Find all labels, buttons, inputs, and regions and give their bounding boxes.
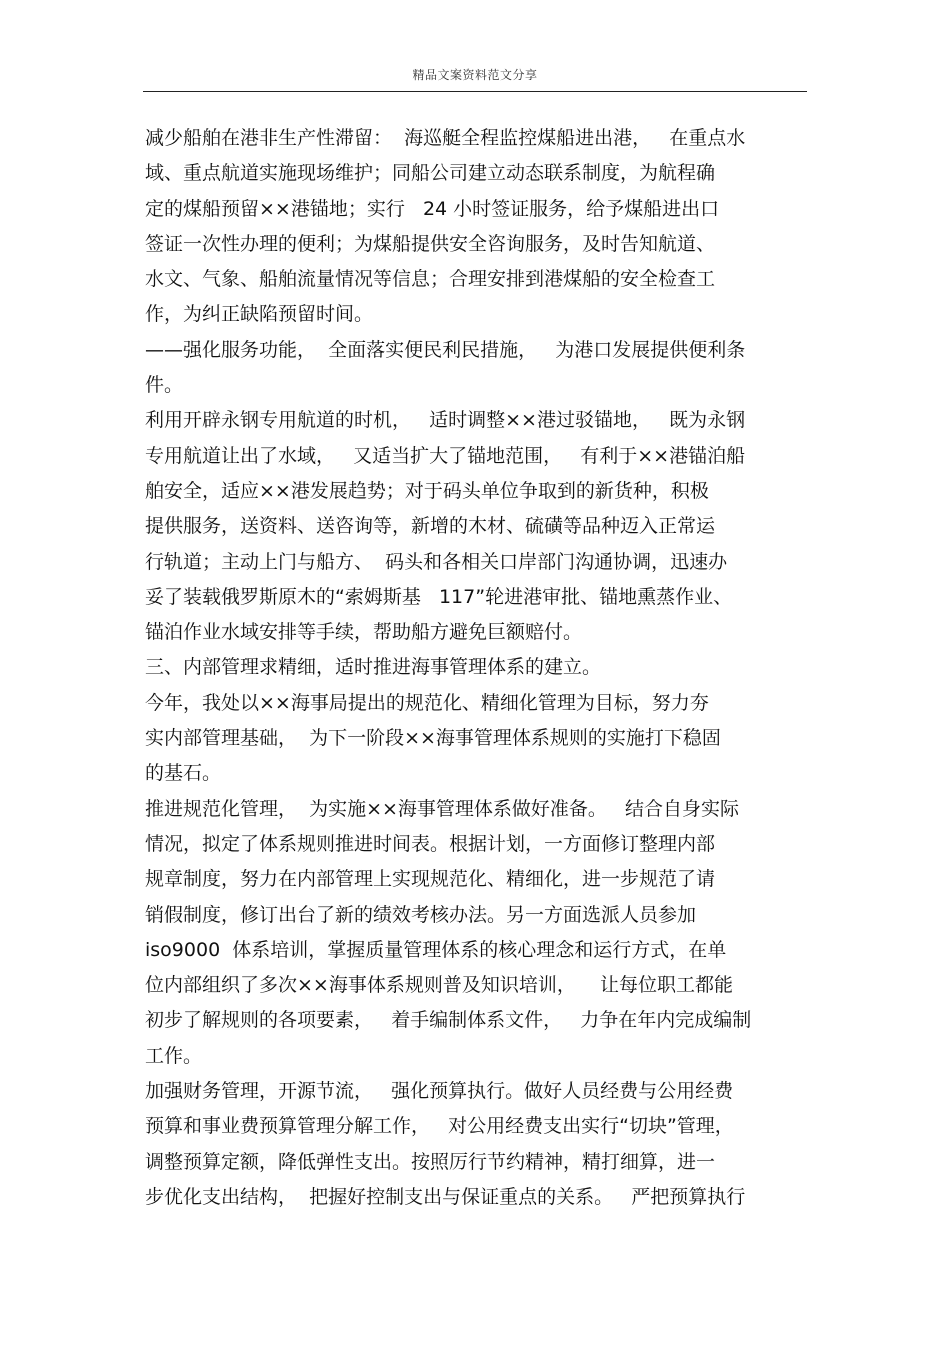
text-line: 实内部管理基础， 为下一阶段××海事管理体系规则的实施打下稳固 bbox=[145, 727, 721, 750]
text-line: 的基石。 bbox=[145, 762, 222, 785]
text-line: 推进规范化管理， 为实施××海事管理体系做好准备。 结合自身实际 bbox=[145, 797, 740, 820]
text-line: 规章制度，努力在内部管理上实现规范化、精细化，进一步规范了请 bbox=[145, 868, 716, 891]
text-line: 舶安全，适应××港发展趋势；对于码头单位争取到的新货种，积极 bbox=[145, 479, 709, 502]
text-line: 减少船舶在港非生产性滞留： 海巡艇全程监控煤船进出港， 在重点水 bbox=[145, 127, 746, 149]
text-line: 专用航道让出了水域， 又适当扩大了锚地范围， 有利于××港锚泊船 bbox=[145, 444, 746, 467]
text-line: 域、重点航道实施现场维护；同船公司建立动态联系制度，为航程确 bbox=[145, 162, 716, 185]
text-line: 签证一次性办理的便利；为煤船提供安全咨询服务，及时告知航道、 bbox=[145, 232, 716, 255]
text-line: 今年，我处以××海事局提出的规范化、精细化管理为目标，努力夯 bbox=[145, 691, 709, 714]
section-heading: 三、内部管理求精细，适时推进海事管理体系的建立。 bbox=[145, 656, 602, 679]
text-line: 行轨道；主动上门与船方、 码头和各相关口岸部门沟通协调，迅速办 bbox=[145, 550, 728, 573]
text-line: 水文、气象、船舶流量情况等信息；合理安排到港煤船的安全检查工 bbox=[145, 268, 716, 291]
text-line: 件。 bbox=[145, 374, 184, 397]
text-line: 调整预算定额，降低弹性支出。按照厉行节约精神，精打细算，进一 bbox=[145, 1150, 716, 1173]
text-line: 工作。 bbox=[145, 1044, 203, 1067]
text-line: 销假制度，修订出台了新的绩效考核办法。另一方面选派人员参加 bbox=[145, 903, 697, 926]
body-text bbox=[145, 121, 810, 1215]
text-line: ——强化服务功能， 全面落实便民利民措施， 为港口发展提供便利条 bbox=[145, 338, 746, 361]
text-line: 作，为纠正缺陷预留时间。 bbox=[145, 303, 374, 326]
text-line: 位内部组织了多次××海事体系规则普及知识培训， 让每位职工都能 bbox=[145, 974, 733, 997]
text-line: 预算和事业费预算管理分解工作， 对公用经费支出实行“切块”管理， bbox=[145, 1115, 734, 1138]
text-line: 妥了装载俄罗斯原木的“索姆斯基 117”轮进港审批、锚地熏蒸作业、 bbox=[145, 585, 733, 608]
text-line: 提供服务，送资料、送咨询等，新增的木材、硫磺等品种迈入正常运 bbox=[145, 515, 716, 538]
text-line: 加强财务管理，开源节流， 强化预算执行。做好人员经费与公用经费 bbox=[145, 1080, 734, 1103]
text-line: 锚泊作业水域安排等手续，帮助船方避免巨额赔付。 bbox=[145, 621, 583, 644]
text-line: 步优化支出结构， 把握好控制支出与保证重点的关系。 严把预算执行 bbox=[145, 1185, 746, 1208]
page-header: 精品文案资料范文分享 bbox=[412, 68, 538, 82]
header-divider bbox=[143, 91, 807, 92]
text-line: 定的煤船预留××港锚地；实行 24 小时签证服务，给予煤船进出口 bbox=[145, 197, 720, 220]
text-line: 初步了解规则的各项要素， 着手编制体系文件， 力争在年内完成编制 bbox=[145, 1009, 752, 1032]
text-line: iso9000 体系培训，掌握质量管理体系的核心理念和运行方式，在单 bbox=[145, 938, 727, 961]
text-line: 情况，拟定了体系规则推进时间表。根据计划，一方面修订整理内部 bbox=[145, 832, 716, 855]
text-line: 利用开辟永钢专用航道的时机， 适时调整××港过驳锚地， 既为永钢 bbox=[145, 409, 746, 432]
